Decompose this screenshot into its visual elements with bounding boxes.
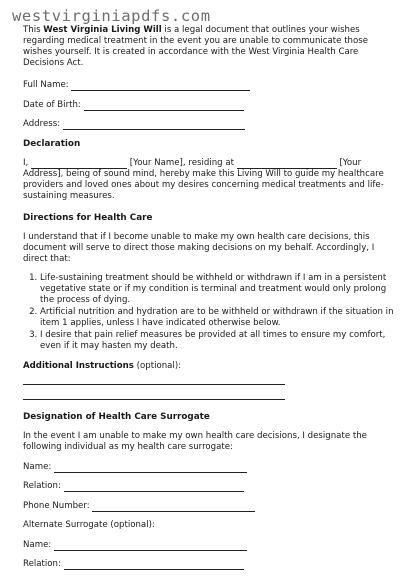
direction-item: 1. Life-sustaining treatment should be withheld or withdrawn if I am in a persistent vegetative state or if my condition is terminal and treatment would only prolong the process of dying. [40,273,395,306]
declaration-paragraph [23,158,395,202]
additional-line-2[interactable] [23,399,285,400]
full-name-row [23,80,395,91]
your-name-line[interactable] [31,159,127,169]
alternate-relation-line[interactable] [64,560,244,570]
address-row [23,119,395,130]
intro-title: West Virginia Living Will [43,25,162,35]
address-line[interactable] [63,120,245,130]
declaration-heading: Declaration [23,138,81,149]
declaration-rest: [Your Address], being of sound mind, hereby make this Living Will to guide my healthcare providers and loved ones about my desires concerning medical treatments and life-sustaining measures. [23,157,384,201]
direction-item: 2. Artificial nutrition and hydration are to be withheld or withdrawn if the situation in item 1 applies, unless I have indicated otherwise below. [40,307,395,329]
dob-row [23,100,395,111]
dob-label: Date of Birth: [23,99,81,110]
surrogate-relation-line[interactable] [64,482,244,492]
dob-line[interactable] [84,101,244,111]
declaration-your-name: [Your Name], residing at [129,157,234,168]
living-will-document [23,25,395,579]
directions-list [23,273,395,352]
surrogate-name-row [23,462,395,473]
surrogate-relation-label: Relation: [23,481,61,491]
additional-heading: Additional Instructions [23,360,134,371]
address-label: Address: [23,119,61,129]
surrogate-relation-row [23,481,395,492]
alternate-relation-label: Relation: [23,559,61,569]
surrogate-name-label: Name: [23,461,52,472]
direction-item: 3. I desire that pain relief measures be provided at all times to ensure my comfort, even if it may hasten my death. [40,330,395,352]
directions-intro: I understand that if I become unable to make my own health care decisions, this document will serve to direct those making decisions on my behalf. Accordingly, I direct that: [23,231,375,264]
alternate-name-label: Name: [23,539,52,550]
surrogate-heading: Designation of Health Care Surrogate [23,411,210,422]
surrogate-intro: In the event I am unable to make my own health care decisions, I designate the following individual as my health care surrogate: [23,430,367,452]
additional-line-1[interactable] [23,384,285,385]
additional-heading-row [23,361,395,372]
full-name-line[interactable] [71,81,250,91]
directions-heading: Directions for Health Care [23,212,153,223]
alternate-relation-row [23,559,395,570]
additional-note: (optional): [133,360,182,371]
full-name-label: Full Name: [23,80,69,90]
declaration-i: I, [23,157,29,168]
surrogate-phone-row [23,501,395,512]
surrogate-phone-label: Phone Number: [23,500,90,511]
alternate-name-row [23,540,395,551]
surrogate-phone-line[interactable] [92,502,255,512]
alternate-name-line[interactable] [54,541,247,551]
watermark: westvirginiapdfs.com [12,7,211,25]
surrogate-name-line[interactable] [54,463,247,473]
intro-paragraph [23,25,395,69]
intro-pre: This [23,25,44,35]
your-address-line[interactable] [237,159,337,169]
intro-post: is a legal document that outlines your wishes regarding medical treatment in the event you are unable to communicate those wishes yourself. It is created in accordance with the West Virginia Health Care Decisions Act. [23,25,369,68]
alternate-surrogate-label: Alternate Surrogate (optional): [23,520,155,530]
